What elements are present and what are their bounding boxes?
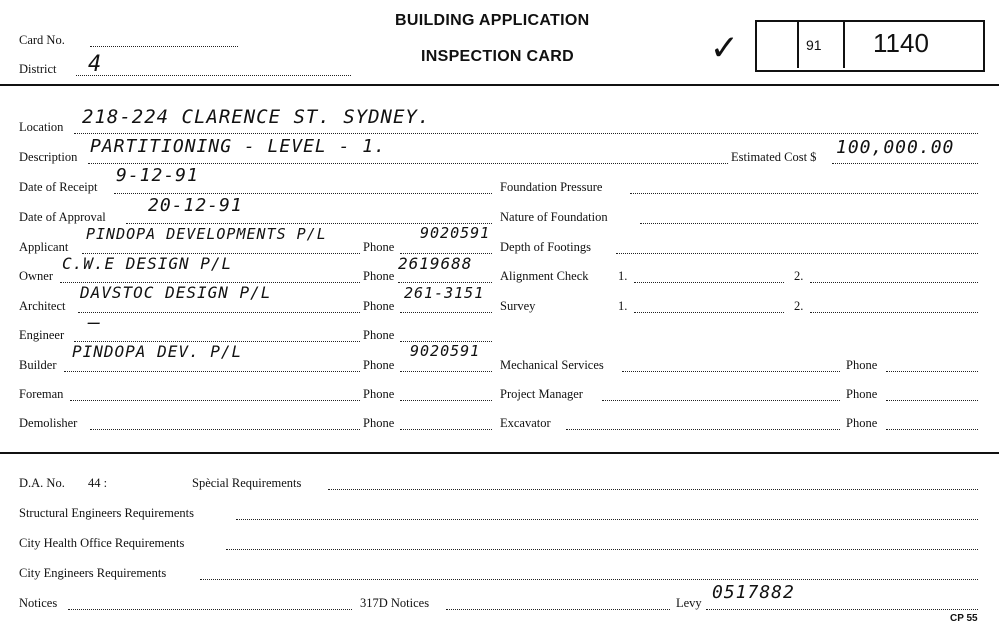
nature-foundation-field[interactable]	[640, 223, 978, 224]
alignment-check-2-label: 2.	[794, 269, 804, 283]
card-no-label: Card No.	[19, 33, 65, 47]
levy-value: 0517882	[712, 582, 795, 603]
description-field[interactable]	[88, 163, 728, 164]
da-label: D.A. No.	[19, 476, 65, 490]
title-line1: BUILDING APPLICATION	[395, 12, 590, 29]
owner-phone-field[interactable]	[398, 282, 492, 283]
builder-phone-value: 9020591	[410, 342, 481, 360]
architect-phone-field[interactable]	[400, 312, 492, 313]
demolisher-phone-label: Phone	[363, 416, 395, 430]
excavator-phone-label: Phone	[846, 416, 878, 430]
mechanical-phone-field[interactable]	[886, 371, 978, 372]
excavator-label: Excavator	[500, 416, 551, 430]
mechanical-field[interactable]	[622, 371, 840, 372]
date-receipt-label: Date of Receipt	[19, 180, 98, 194]
survey-1-field[interactable]	[634, 312, 784, 313]
estimated-cost-value: 100,000.00	[836, 137, 955, 158]
survey-1-label: 1.	[618, 299, 628, 313]
applicant-value: PINDOPA DEVELOPMENTS P/L	[86, 225, 327, 243]
estimated-cost-field[interactable]	[832, 163, 978, 164]
foreman-label: Foreman	[19, 387, 64, 401]
title-line2: INSPECTION CARD	[421, 48, 574, 65]
depth-footings-field[interactable]	[616, 253, 978, 254]
structural-label: Structural Engineers Requirements	[19, 506, 194, 520]
depth-footings-label: Depth of Footings	[500, 240, 591, 254]
year-value: 91	[806, 37, 822, 53]
owner-phone-value: 2619688	[398, 254, 473, 273]
notices-317d-label: 317D Notices	[360, 596, 430, 610]
excavator-phone-field[interactable]	[886, 429, 978, 430]
district-value: 4	[88, 52, 103, 77]
project-manager-phone-field[interactable]	[886, 400, 978, 401]
card-number-box	[755, 20, 985, 72]
foundation-pressure-label: Foundation Pressure	[500, 180, 603, 194]
survey-2-field[interactable]	[810, 312, 978, 313]
special-requirements-field[interactable]	[328, 489, 978, 490]
nature-foundation-label: Nature of Foundation	[500, 210, 608, 224]
levy-field[interactable]	[706, 609, 978, 610]
date-approval-label: Date of Approval	[19, 210, 106, 224]
header-divider	[0, 84, 999, 86]
architect-value: DAVSTOC DESIGN P/L	[80, 283, 272, 302]
city-engineers-field[interactable]	[200, 579, 978, 580]
notices-field[interactable]	[68, 609, 352, 610]
form-code: CP 55	[950, 613, 978, 624]
special-requirements-label: Spècial Requirements	[192, 476, 302, 490]
mechanical-phone-label: Phone	[846, 358, 878, 372]
demolisher-label: Demolisher	[19, 416, 78, 430]
engineer-value: —	[88, 310, 102, 334]
applicant-phone-label: Phone	[363, 240, 395, 254]
card-no-field[interactable]	[90, 46, 238, 47]
foreman-phone-field[interactable]	[400, 400, 492, 401]
applicant-label: Applicant	[19, 240, 69, 254]
demolisher-phone-field[interactable]	[400, 429, 492, 430]
owner-label: Owner	[19, 269, 54, 283]
health-label: City Health Office Requirements	[19, 536, 185, 550]
structural-field[interactable]	[236, 519, 978, 520]
location-value: 218-224 CLARENCE ST. SYDNEY.	[82, 106, 431, 128]
foundation-pressure-field[interactable]	[630, 193, 978, 194]
mechanical-label: Mechanical Services	[500, 358, 604, 372]
excavator-field[interactable]	[566, 429, 840, 430]
main-divider	[0, 452, 999, 454]
da-value: 44 :	[88, 476, 108, 490]
alignment-check-label: Alignment Check	[500, 269, 589, 283]
demolisher-field[interactable]	[90, 429, 360, 430]
survey-2-label: 2.	[794, 299, 804, 313]
owner-value: C.W.E DESIGN P/L	[62, 254, 233, 273]
builder-value: PINDOPA DEV. P/L	[72, 342, 243, 361]
builder-label: Builder	[19, 358, 57, 372]
notices-317d-field[interactable]	[446, 609, 670, 610]
builder-field[interactable]	[64, 371, 360, 372]
alignment-check-1-label: 1.	[618, 269, 628, 283]
levy-label: Levy	[676, 596, 702, 610]
city-engineers-label: City Engineers Requirements	[19, 566, 167, 580]
builder-phone-field[interactable]	[400, 371, 492, 372]
location-field[interactable]	[74, 133, 978, 134]
project-manager-field[interactable]	[602, 400, 840, 401]
date-approval-value: 20-12-91	[148, 195, 243, 216]
check-mark-icon: ✓	[712, 24, 738, 70]
engineer-phone-label: Phone	[363, 328, 395, 342]
description-label: Description	[19, 150, 78, 164]
notices-label: Notices	[19, 596, 58, 610]
alignment-check-1-field[interactable]	[634, 282, 784, 283]
estimated-cost-label: Estimated Cost $	[731, 150, 817, 164]
owner-phone-label: Phone	[363, 269, 395, 283]
district-label: District	[19, 62, 57, 76]
project-manager-phone-label: Phone	[846, 387, 878, 401]
project-manager-label: Project Manager	[500, 387, 583, 401]
architect-phone-value: 261-3151	[404, 284, 485, 302]
description-value: PARTITIONING - LEVEL - 1.	[90, 136, 386, 157]
architect-field[interactable]	[78, 312, 360, 313]
builder-phone-label: Phone	[363, 358, 395, 372]
district-field[interactable]	[76, 75, 351, 76]
health-field[interactable]	[226, 549, 978, 550]
date-receipt-field[interactable]	[114, 193, 492, 194]
foreman-phone-label: Phone	[363, 387, 395, 401]
architect-label: Architect	[19, 299, 66, 313]
architect-phone-label: Phone	[363, 299, 395, 313]
applicant-phone-value: 9020591	[420, 224, 491, 242]
engineer-label: Engineer	[19, 328, 65, 342]
application-number: 1140	[873, 28, 929, 58]
foreman-field[interactable]	[70, 400, 360, 401]
survey-label: Survey	[500, 299, 536, 313]
date-receipt-value: 9-12-91	[116, 165, 199, 186]
alignment-check-2-field[interactable]	[810, 282, 978, 283]
location-label: Location	[19, 120, 64, 134]
